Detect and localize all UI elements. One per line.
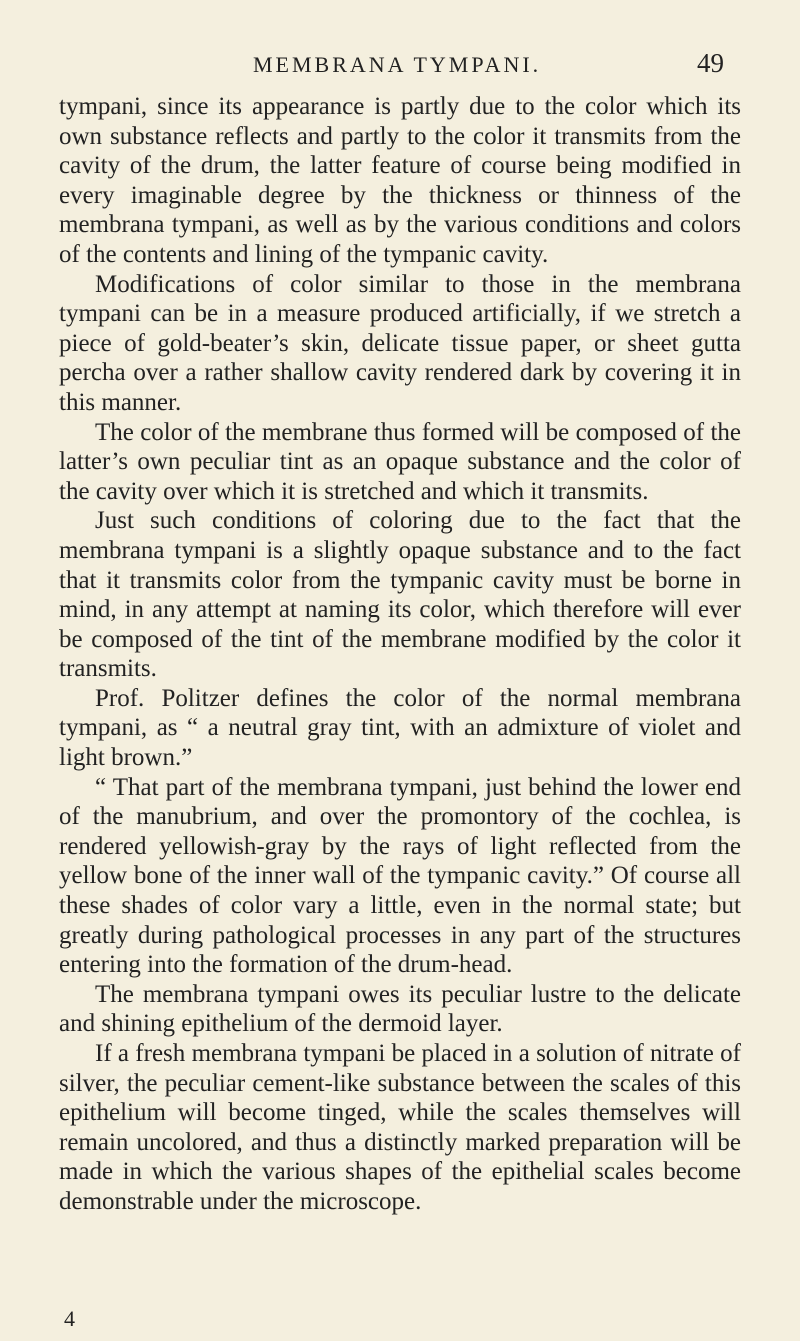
paragraph: The membrana tympani owes its peculiar lustre to the delicate and shining epithelium of the dermoid layer. (59, 980, 741, 1038)
paragraph: If a fresh membrana tympani be placed in a solution of nitrate of silver, the peculiar cement-like substance between the scales of this epithelium will become tinged, while the scales themselves will remain uncolored, and thus a distinctly marked preparation will be made in which the various shapes of the epithelial scales become demonstrable under the microscope. (59, 1040, 741, 1215)
paragraph: Prof. Politzer defines the color of the normal membrana tympani, as “ a neutral gray tint, with an admixture of violet and light brown.” (59, 684, 741, 772)
signature-mark: 4 (64, 1306, 75, 1331)
paragraph-quotation: “ That part of the membrana tympani, just behind the lower end of the manubrium, and over the promontory of the cochlea, is rendered yellowish-gray by the rays of light reflected from the yellow bone of the inner wall of the tympanic cavity.” Of course all these shades of color vary a little, even in the normal state; but greatly during pathological processes in any part of the structures entering into the formation of the drum-head. (59, 773, 741, 979)
running-title: MEMBRANA TYMPANI. (253, 52, 542, 77)
body-text (59, 92, 741, 1217)
paragraph-continued: tympani, since its appearance is partly due to the color which its own substance reflects and partly to the color it transmits from the cavity of the drum, the latter feature of course being modified in every imaginable degree by the thickness or thinness of the membrana tympani, as well as by the various conditions and colors of the contents and lining of the tympanic cavity. (59, 93, 741, 268)
paragraph: Just such conditions of coloring due to the fact that the membrana tympani is a slightly opaque substance and to the fact that it transmits color from the tympanic cavity must be borne in mind, in any attempt at naming its color, which therefore will ever be composed of the tint of the membrane modified by the color it transmits. (59, 507, 741, 683)
running-head (0, 44, 800, 78)
paragraph: Modifications of color similar to those in the membrana tympani can be in a measure produced artificially, if we stretch a piece of gold-beater’s skin, delicate tissue paper, or sheet gutta percha over a rather shallow cavity rendered dark by covering it in this manner. (59, 270, 741, 416)
paragraph: The color of the membrane thus formed will be composed of the latter’s own peculiar tint as an opaque substance and the color of the cavity over which it is stretched and which it transmits. (59, 418, 741, 505)
page-number: 49 (697, 48, 724, 78)
